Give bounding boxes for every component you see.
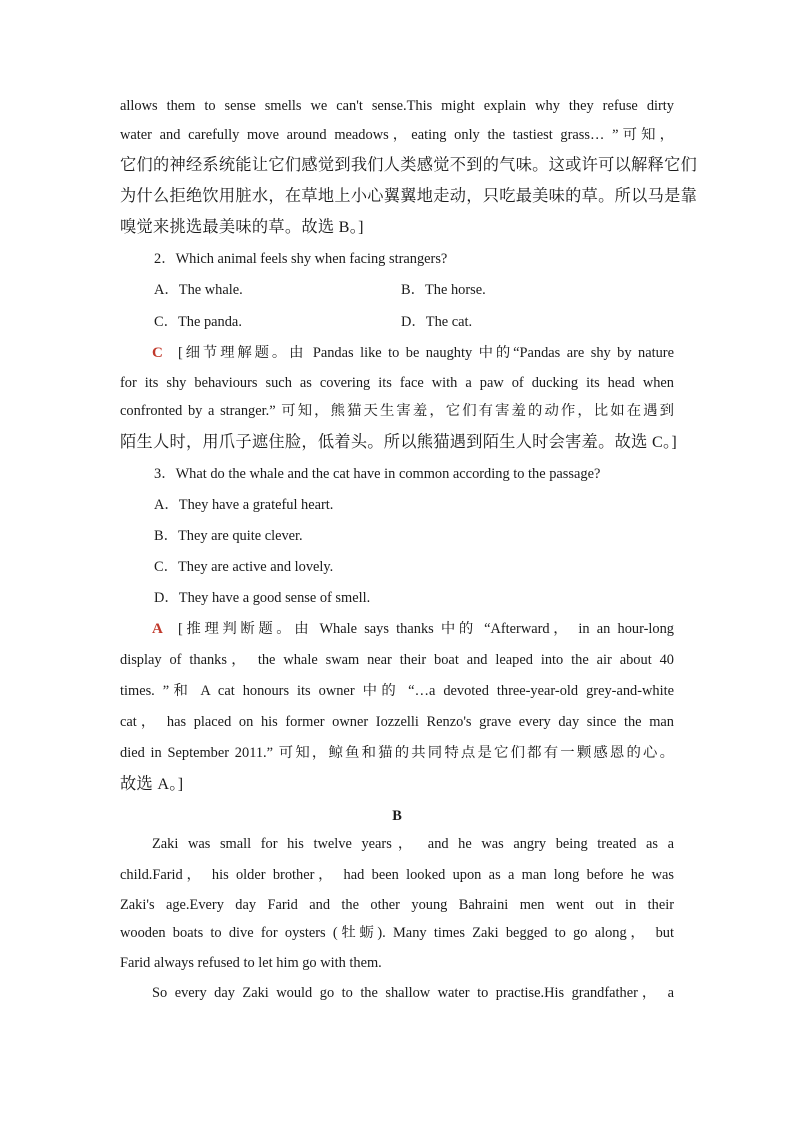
explanation-line-2: water and carefully move around meadows，eating only the tastiest grass… ”可知， — [120, 127, 674, 143]
passage-b-paragraph-1-line-4: wooden boats to dive for oysters (牡蛎). Many times Zaki begged to go along， but — [120, 925, 674, 941]
question-3-option-b: B．They are quite clever. — [154, 528, 303, 544]
explanation-line-3: 它们的神经系统能让它们感觉到我们人类感觉不到的气味。这或许可以解释它们 — [120, 156, 698, 174]
question-3-stem: 3．What do the whale and the cat have in common according to the passage? — [154, 466, 601, 482]
question-3-explanation-1: [推理判断题。由 Whale says thanks 中的 “Afterward， in an hour-long — [178, 621, 674, 637]
question-2-option-d: D．The cat. — [401, 314, 473, 330]
question-3-option-a: A．They have a grateful heart. — [154, 497, 334, 513]
question-3-option-c: C．They are active and lovely. — [154, 559, 334, 575]
explanation-line-4: 为什么拒绝饮用脏水，在草地上小心翼翼地走动，只吃最美味的草。所以马是靠 — [120, 187, 698, 205]
question-2-explanation-2: for its shy behaviours such as covering its face with a paw of ducking its head when — [120, 375, 674, 391]
question-2-explanation-1: [细节理解题。由 Pandas like to be naughty 中的“Pandas are shy by nature — [178, 345, 674, 361]
explanation-line-5: 嗅觉来挑选最美味的草。故选 B。] — [120, 218, 364, 236]
passage-b-paragraph-1-line-5: Farid always refused to let him go with them. — [120, 955, 382, 971]
question-3-explanation-2: display of thanks， the whale swam near their boat and leaped into the air about 40 — [120, 652, 674, 668]
passage-b-paragraph-2-line-1: So every day Zaki would go to the shallow water to practise.His grandfather， a — [152, 985, 674, 1001]
question-3-option-d: D．They have a good sense of smell. — [154, 590, 371, 606]
question-3-explanation-4: cat， has placed on his former owner Iozzelli Renzo's grave every day since the man — [120, 714, 674, 730]
question-2-stem: 2．Which animal feels shy when facing strangers? — [154, 251, 448, 267]
question-2-option-a: A．The whale. — [154, 282, 243, 298]
section-b-heading: B — [392, 808, 402, 824]
question-2-answer: C — [152, 345, 163, 361]
question-3-answer: A — [152, 621, 163, 637]
question-2-option-c: C．The panda. — [154, 314, 242, 330]
passage-b-paragraph-1-line-2: child.Farid， his older brother， had been looked upon as a man long before he was — [120, 867, 674, 883]
question-3-explanation-3: times. ”和 A cat honours its owner 中的 “…a devoted three-year-old grey-and-white — [120, 683, 674, 699]
explanation-line-1: allows them to sense smells we can't sense.This might explain why they refuse dirty — [120, 98, 674, 114]
passage-b-paragraph-1-line-1: Zaki was small for his twelve years， and he was angry being treated as a — [152, 836, 674, 852]
passage-b-paragraph-1-line-3: Zaki's age.Every day Farid and the other young Bahraini men went out in their — [120, 897, 674, 913]
question-3-explanation-5: died in September 2011.” 可知，鲸鱼和猫的共同特点是它们都有一颗感恩的心。 — [120, 745, 674, 761]
question-2-explanation-4: 陌生人时，用爪子遮住脸，低着头。所以熊猫遇到陌生人时会害羞。故选 C。] — [120, 433, 678, 451]
question-3-explanation-6: 故选 A。] — [120, 775, 184, 793]
question-2-explanation-3: confronted by a stranger.” 可知，熊猫天生害羞，它们有害羞的动作，比如在遇到 — [120, 403, 674, 419]
question-2-option-b: B．The horse. — [401, 282, 486, 298]
